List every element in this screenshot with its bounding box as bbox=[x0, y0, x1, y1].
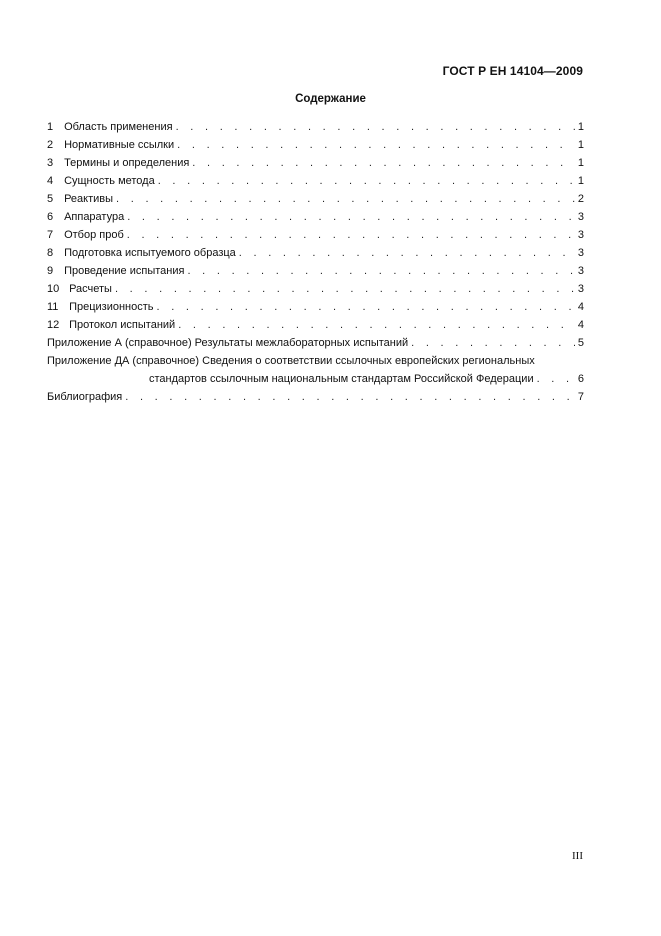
toc-entry-label bbox=[47, 136, 177, 154]
leader-dots bbox=[178, 316, 575, 334]
leader-dots bbox=[411, 334, 575, 352]
leader-dots bbox=[176, 118, 575, 136]
toc-entry[interactable] bbox=[47, 244, 584, 262]
toc-entry-page: 3 bbox=[577, 265, 584, 277]
toc-entry-title: Приложение А (справочное) Результаты межлабораторных испытаний bbox=[47, 337, 409, 349]
toc-entry-number: 10 bbox=[47, 283, 60, 295]
page-number: III bbox=[572, 850, 583, 862]
toc-entry[interactable] bbox=[47, 118, 584, 136]
leader-dots bbox=[157, 298, 575, 316]
toc-entry-title: Сущность метода bbox=[64, 175, 155, 187]
toc-entry-number: 4 bbox=[47, 175, 54, 187]
toc-entry-page: 3 bbox=[577, 229, 584, 241]
toc-entry-appendix-a[interactable] bbox=[47, 334, 584, 352]
leader-dots bbox=[115, 280, 575, 298]
leader-dots bbox=[125, 388, 575, 406]
toc-entry-number: 1 bbox=[47, 121, 54, 133]
toc-entry-number: 3 bbox=[47, 157, 54, 169]
toc-entry-number: 9 bbox=[47, 265, 54, 277]
leader-dots bbox=[239, 244, 575, 262]
toc-entry-title: Область применения bbox=[64, 121, 173, 133]
toc-entry-label bbox=[47, 190, 116, 208]
leader-dots bbox=[187, 262, 574, 280]
toc-entry-title: Реактивы bbox=[64, 193, 114, 205]
toc-entry-number: 6 bbox=[47, 211, 54, 223]
toc-entry-title: Прецизионность bbox=[69, 301, 154, 313]
toc-entry-label bbox=[47, 280, 115, 298]
leader-dots bbox=[127, 208, 575, 226]
toc-entry-page: 3 bbox=[577, 247, 584, 259]
toc-entry-title: Нормативные ссылки bbox=[64, 139, 175, 151]
toc-entry-page: 1 bbox=[577, 175, 584, 187]
toc-entry[interactable] bbox=[47, 154, 584, 172]
leader-dots bbox=[116, 190, 575, 208]
toc-entry-page: 3 bbox=[577, 283, 584, 295]
toc-entry-label bbox=[47, 154, 192, 172]
toc-entry[interactable] bbox=[47, 190, 584, 208]
toc-entry-label bbox=[47, 298, 157, 316]
toc-entry-number: 7 bbox=[47, 229, 54, 241]
toc-entry[interactable] bbox=[47, 208, 584, 226]
toc-entry-title-line2: стандартов ссылочным национальным стандартам Российской Федерации bbox=[149, 373, 534, 385]
toc-entry-number: 5 bbox=[47, 193, 54, 205]
toc-entry-appendix-da[interactable] bbox=[47, 352, 584, 388]
toc-entry[interactable] bbox=[47, 316, 584, 334]
leader-dots bbox=[192, 154, 575, 172]
leader-dots bbox=[158, 172, 575, 190]
toc-entry[interactable] bbox=[47, 136, 584, 154]
toc-entry-page: 1 bbox=[577, 139, 584, 151]
toc-entry-label bbox=[47, 226, 127, 244]
toc-entry-number: 12 bbox=[47, 319, 60, 331]
toc-entry-title: Термины и определения bbox=[64, 157, 190, 169]
toc-entry[interactable] bbox=[47, 172, 584, 190]
toc-entry-label bbox=[47, 208, 127, 226]
toc-entry[interactable] bbox=[47, 262, 584, 280]
toc-entry-label bbox=[47, 118, 176, 136]
toc-entry-title: Проведение испытания bbox=[64, 265, 185, 277]
document-code: ГОСТ Р ЕН 14104—2009 bbox=[442, 64, 583, 78]
toc-entry-label bbox=[47, 262, 187, 280]
toc-entry-title: Расчеты bbox=[69, 283, 112, 295]
toc-entry-label bbox=[47, 244, 239, 262]
toc-entry-title: Подготовка испытуемого образца bbox=[64, 247, 236, 259]
toc-entry[interactable] bbox=[47, 226, 584, 244]
toc-entry-continuation bbox=[47, 370, 584, 388]
toc-entry-page: 6 bbox=[577, 373, 584, 385]
toc-entry-title: Отбор проб bbox=[64, 229, 124, 241]
toc-entry-page: 3 bbox=[577, 211, 584, 223]
toc-entry-page: 4 bbox=[577, 301, 584, 313]
toc-entry-page: 7 bbox=[577, 391, 584, 403]
table-of-contents bbox=[47, 118, 584, 406]
toc-entry-page: 5 bbox=[577, 337, 584, 349]
toc-entry-page: 2 bbox=[577, 193, 584, 205]
toc-entry-number: 11 bbox=[47, 301, 59, 313]
toc-entry[interactable] bbox=[47, 280, 584, 298]
toc-entry-title: Протокол испытаний bbox=[69, 319, 176, 331]
leader-dots bbox=[537, 370, 575, 388]
toc-entry-title: Библиография bbox=[47, 391, 123, 403]
toc-entry-page: 1 bbox=[577, 121, 584, 133]
toc-entry-label bbox=[47, 172, 158, 190]
leader-dots bbox=[177, 136, 575, 154]
toc-entry[interactable] bbox=[47, 298, 584, 316]
toc-entry-bibliography[interactable] bbox=[47, 388, 584, 406]
toc-entry-number: 8 bbox=[47, 247, 54, 259]
toc-entry-label bbox=[47, 316, 178, 334]
toc-entry-number: 2 bbox=[47, 139, 54, 151]
toc-entry-title-line1: Приложение ДА (справочное) Сведения о соответствии ссылочных европейских региональных bbox=[47, 355, 535, 367]
toc-entry-page: 4 bbox=[577, 319, 584, 331]
toc-title: Содержание bbox=[295, 93, 366, 105]
toc-entry-title: Аппаратура bbox=[64, 211, 125, 223]
toc-entry-page: 1 bbox=[577, 157, 584, 169]
leader-dots bbox=[127, 226, 575, 244]
